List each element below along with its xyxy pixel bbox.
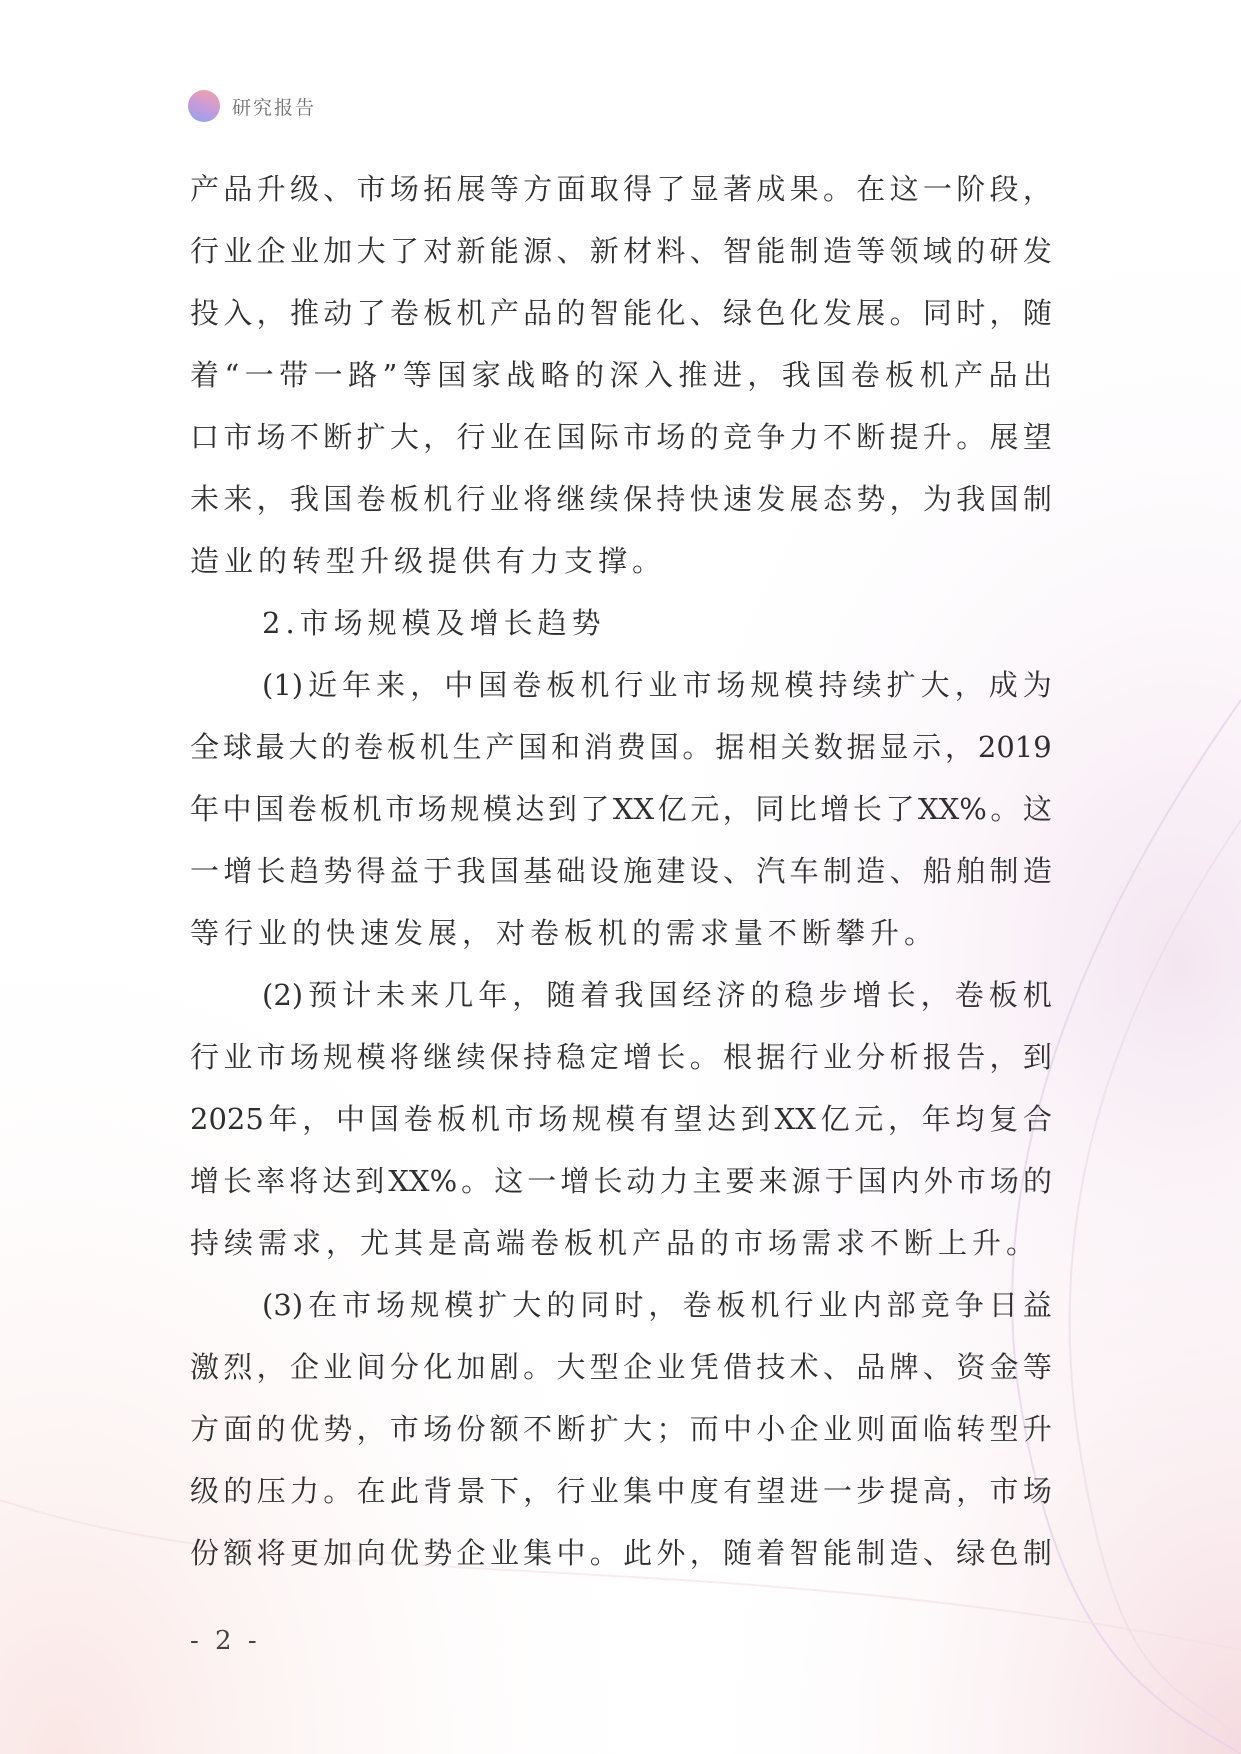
text-line: (1) 近 年 来 ， 中 国 卷 板 机 行 业 市 场 规 模 持 续 扩 大 ， 成 为 [262,668,1052,702]
text-line: 2.市场规模及增长趋势 [262,606,606,640]
text-line: 产 品 升 级 、 市 场 拓 展 等 方 面 取 得 了 显 著 成 果 。 在 这 一 阶 段 ， [190,172,1052,206]
page-number: - 2 - [190,1626,261,1656]
text-line: 一 增 长 趋 势 得 益 于 我 国 基 础 设 施 建 设 、 汽 车 制 造 、 船 舶 制 造 [190,854,1052,888]
text-line: 着 “ 一 带 一 路 ” 等 国 家 战 略 的 深 入 推 进 ， 我 国 卷 板 机 产 品 出 [190,358,1052,392]
text-line: 级 的 压 力 。 在 此 背 景 下 ， 行 业 集 中 度 有 望 进 一 步 提 高 ， 市 场 [190,1474,1052,1508]
text-line: 造业的转型升级提供有力支撑。 [190,544,667,578]
text-line: 增 长 率 将 达 到 XX% 。 这 一 增 长 动 力 主 要 来 源 于 国 内 外 市 场 的 [190,1164,1052,1198]
text-line: 份 额 将 更 加 向 优 势 企 业 集 中 。 此 外 ， 随 着 智 能 制 造 、 绿 色 制 [190,1536,1052,1570]
text-line: 方 面 的 优 势 ， 市 场 份 额 不 断 扩 大 ； 而 中 小 企 业 则 面 临 转 型 升 [190,1412,1052,1446]
text-line: (3) 在 市 场 规 模 扩 大 的 同 时 ， 卷 板 机 行 业 内 部 竞 争 日 益 [262,1288,1052,1322]
text-line: 年 中 国 卷 板 机 市 场 规 模 达 到 了 XX 亿 元 ， 同 比 增 长 了 XX% 。 这 [190,792,1052,826]
text-line: 行 业 市 场 规 模 将 继 续 保 持 稳 定 增 长 。 根 据 行 业 分 析 报 告 ， 到 [190,1040,1052,1074]
text-line: 未 来 ， 我 国 卷 板 机 行 业 将 继 续 保 持 快 速 发 展 态 势 ， 为 我 国 制 [190,482,1052,516]
text-line: 投 入 ， 推 动 了 卷 板 机 产 品 的 智 能 化 、 绿 色 化 发 展 。 同 时 ， 随 [190,296,1052,330]
text-line: 持续需求，尤其是高端卷板机产品的市场需求不断上升。 [190,1226,1041,1260]
header-title: 研究报告 [232,96,317,119]
text-line: 行 业 企 业 加 大 了 对 新 能 源 、 新 材 料 、 智 能 制 造 等 领 域 的 研 发 [190,234,1052,268]
text-line: (2) 预 计 未 来 几 年 ， 随 着 我 国 经 济 的 稳 步 增 长 ， 卷 板 机 [262,978,1052,1012]
logo-circle-icon [188,90,220,122]
text-line: 等行业的快速发展，对卷板机的需求量不断攀升。 [190,916,939,950]
body-text [190,158,1052,1584]
report-header [188,89,316,123]
text-line: 全 球 最 大 的 卷 板 机 生 产 国 和 消 费 国 。 据 相 关 数 据 显 示 ， 2019 [190,730,1052,764]
text-line: 口 市 场 不 断 扩 大 ， 行 业 在 国 际 市 场 的 竞 争 力 不 断 提 升 。 展 望 [190,420,1052,454]
text-line: 激 烈 ， 企 业 间 分 化 加 剧 。 大 型 企 业 凭 借 技 术 、 品 牌 、 资 金 等 [190,1350,1052,1384]
text-line: 2025 年 ， 中 国 卷 板 机 市 场 规 模 有 望 达 到 XX 亿 元 ， 年 均 复 合 [190,1102,1052,1136]
